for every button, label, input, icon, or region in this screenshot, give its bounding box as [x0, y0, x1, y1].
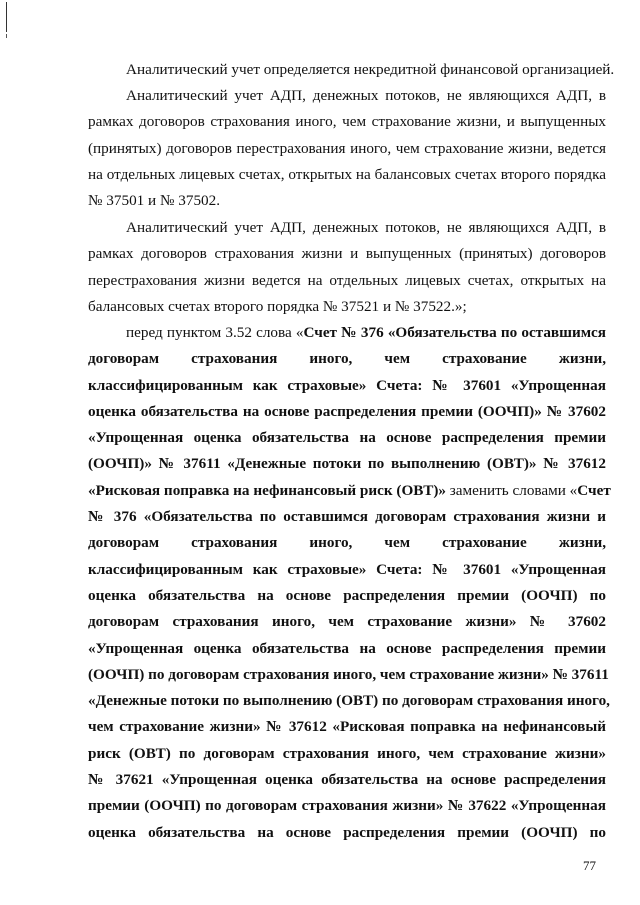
paragraph-1	[88, 57, 615, 83]
text-line: перестрахования жизни ведется на отдельных лицевых счетах, открытых на	[88, 271, 606, 289]
bold-text-run: Счет № 376 «Обязательства по оставшимся	[303, 324, 606, 341]
text-line: риск (ОВТ) по договорам страхования иного, чем страхование жизни»	[88, 744, 606, 762]
text-run: заменить словами «	[446, 481, 578, 499]
text-line	[88, 478, 611, 504]
text-line: «Денежные потоки по выполнению (ОВТ) по договорам страхования иного,	[88, 692, 610, 710]
text-line	[88, 320, 606, 346]
text-line: «Упрощенная оценка обязательства на основе распределения премии	[88, 429, 606, 447]
text-line: классифицированным как страховые» Счета: № 37601 «Упрощенная	[88, 376, 606, 394]
text-line: договорам страхования иного, чем страхование жизни» № 37602	[88, 613, 606, 631]
text-line: (ООЧП)» № 37611 «Денежные потоки по выполнению (ОВТ)» № 37612	[88, 455, 606, 473]
paragraph-4	[88, 320, 611, 846]
bold-text-run: Счет	[577, 481, 611, 499]
text-line: на отдельных лицевых счетах, открытых на балансовых счетах второго порядка	[88, 165, 606, 183]
text-line: № 37621 «Упрощенная оценка обязательства на основе распределения	[88, 771, 606, 789]
text-line: «Упрощенная оценка обязательства на основе распределения премии	[88, 639, 606, 657]
text-line: (ООЧП) по договорам страхования иного, чем страхование жизни» № 37611	[88, 665, 609, 683]
scan-margin-mark	[6, 2, 7, 32]
page-number: 77	[583, 858, 596, 873]
text-line: (принятых) договоров перестрахования иного, чем страхование жизни, ведется	[88, 139, 606, 157]
text-line: классифицированным как страховые» Счета: № 37601 «Упрощенная	[88, 560, 606, 578]
text-line: Аналитический учет АДП, денежных потоков, не являющихся АДП, в	[126, 219, 606, 236]
text-line: Аналитический учет определяется некредитной финансовой организацией.	[126, 61, 615, 78]
text-line: балансовых счетах второго порядка № 37521 и № 37522.»;	[88, 297, 467, 315]
text-line: № 376 «Обязательства по оставшимся договорам страхования жизни и	[88, 508, 606, 526]
text-line: оценка обязательства на основе распределения премии (ООЧП)» № 37602	[88, 402, 606, 420]
text-line: рамках договоров страхования жизни и выпущенных (принятых) договоров	[88, 245, 606, 263]
text-line: рамках договоров страхования иного, чем страхование жизни, и выпущенных	[88, 113, 606, 131]
paragraph-2	[88, 83, 606, 214]
bold-text-run: «Рисковая поправка на нефинансовый риск (ОВТ)»	[88, 481, 446, 499]
paragraph-3	[88, 215, 606, 320]
text-line: оценка обязательства на основе распределения премии (ООЧП) по	[88, 586, 606, 604]
text-line: чем страхование жизни» № 37612 «Рисковая поправка на нефинансовый	[88, 718, 606, 736]
text-line: договорам страхования иного, чем страхование жизни,	[88, 350, 606, 368]
text-line: Аналитический учет АДП, денежных потоков, не являющихся АДП, в	[126, 87, 606, 104]
text-line: премии (ООЧП) по договорам страхования жизни» № 37622 «Упрощенная	[88, 797, 606, 815]
text-run: перед пунктом 3.52 слова «	[126, 324, 304, 341]
text-line: № 37501 и № 37502.	[88, 192, 221, 210]
scan-margin-tick	[6, 34, 7, 38]
text-line: договорам страхования иного, чем страхование жизни,	[88, 534, 606, 552]
text-line: оценка обязательства на основе распределения премии (ООЧП) по	[88, 823, 606, 841]
